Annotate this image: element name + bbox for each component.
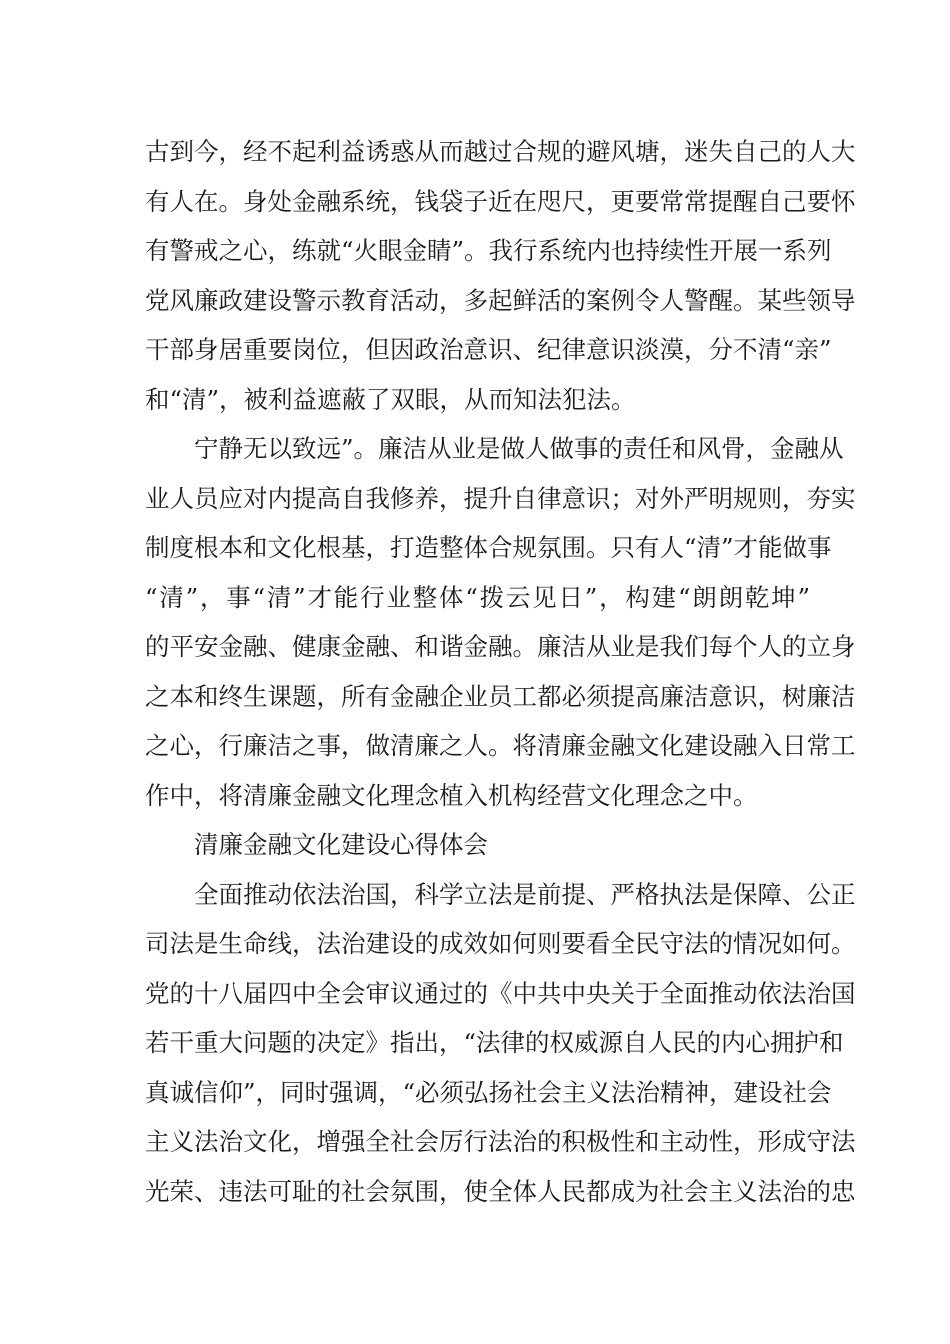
text-line: 之心，行廉洁之事，做清廉之人。将清廉金融文化建设融入日常工 [145, 731, 856, 760]
document-body [145, 127, 856, 1216]
text-line: 的平安金融、健康金融、和谐金融。廉洁从业是我们每个人的立身 [145, 632, 856, 661]
text-line: 党风廉政建设警示教育活动，多起鲜活的案例令人警醒。某些领导 [145, 285, 856, 315]
text-line: 干部身居重要岗位，但因政治意识、纪律意识淡漠，分不清“亲” [145, 335, 832, 364]
text-line: 光荣、违法可耻的社会氛围，使全体人民都成为社会主义法治的忠 [145, 1176, 856, 1206]
text-line: 若干重大问题的决定》指出，“法律的权威源自人民的内心拥护和 [145, 1028, 844, 1057]
paragraph-3 [145, 870, 856, 1217]
text-line: 之本和终生课题，所有金融企业员工都必须提高廉洁意识，树廉洁 [145, 681, 856, 711]
text-line: 有警戒之心，练就“火眼金睛”。我行系统内也持续性开展一系列 [145, 236, 832, 265]
text-line: 宁静无以致远”。廉洁从业是做人做事的责任和风骨，金融从 [194, 434, 844, 463]
text-line: 古到今，经不起利益诱惑从而越过合规的避风塘，迷失自己的人大 [145, 137, 856, 166]
paragraph-2 [145, 424, 856, 820]
text-line: 有人在。身处金融系统，钱袋子近在咫尺，更要常常提醒自己要怀 [145, 186, 856, 216]
text-line: 真诚信仰”，同时强调，“必须弘扬社会主义法治精神，建设社会 [145, 1077, 832, 1107]
section-heading: 清廉金融文化建设心得体会 [194, 830, 488, 859]
text-line: 制度根本和文化根基，打造整体合规氛围。只有人“清”才能做事 [145, 533, 832, 562]
text-line: 主义法治文化，增强全社会厉行法治的积极性和主动性，形成守法 [145, 1127, 856, 1156]
text-line: 党的十八届四中全会审议通过的《中共中央关于全面推动依法治国 [145, 978, 856, 1008]
text-line: 司法是生命线，法治建设的成效如何则要看全民守法的情况如何。 [145, 929, 856, 958]
text-line: “清”，事“清”才能行业整体“拨云见日”，构建“朗朗乾坤” [145, 582, 810, 612]
text-line: 全面推动依法治国，科学立法是前提、严格执法是保障、公正 [194, 879, 856, 909]
text-line: 业人员应对内提高自我修养，提升自律意识；对外严明规则，夯实 [145, 483, 856, 513]
text-line: 和“清”，被利益遮蔽了双眼，从而知法犯法。 [145, 384, 636, 414]
paragraph-1 [145, 127, 856, 424]
text-line: 作中，将清廉金融文化理念植入机构经营文化理念之中。 [145, 780, 758, 810]
